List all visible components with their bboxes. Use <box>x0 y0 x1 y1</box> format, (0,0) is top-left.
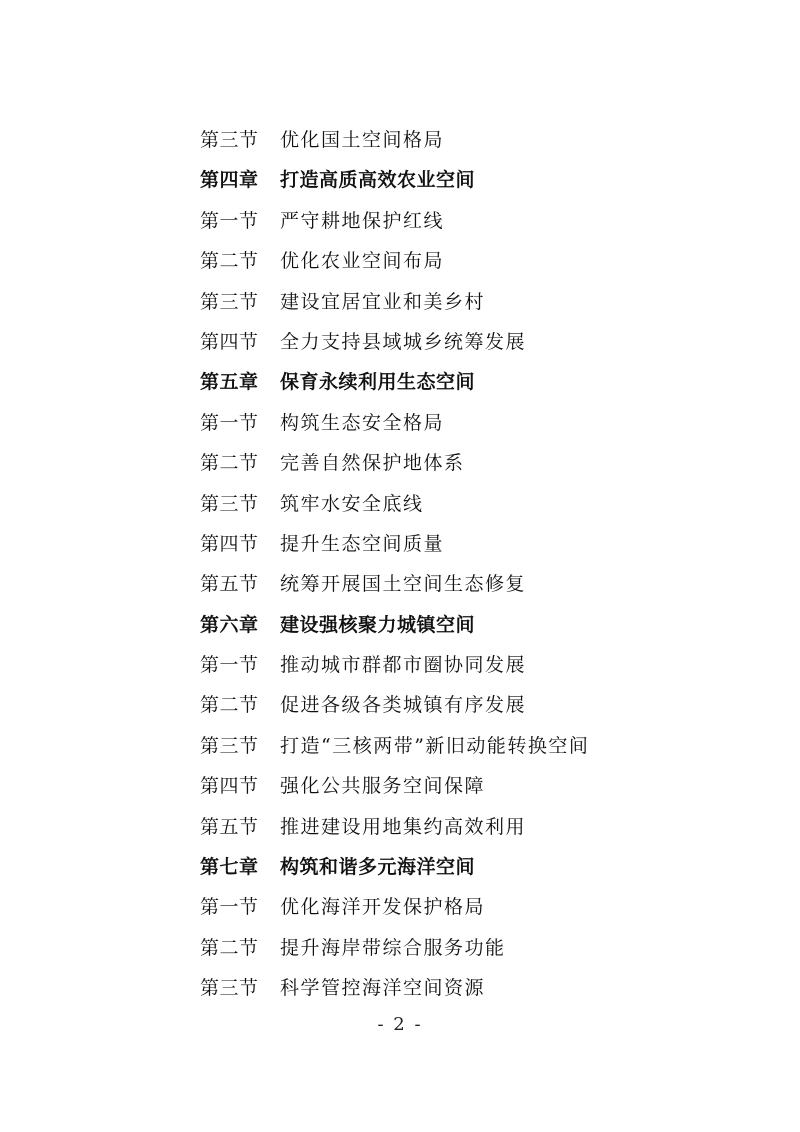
toc-section-entry <box>200 968 720 1008</box>
toc-section-entry <box>200 201 720 241</box>
section-label: 第四节 <box>200 532 259 555</box>
chapter-label: 第五章 <box>200 371 259 394</box>
section-title: 严守耕地保护红线 <box>280 209 445 232</box>
section-label: 第四节 <box>200 775 259 798</box>
toc-section-entry <box>200 766 720 806</box>
section-label: 第二节 <box>200 452 259 475</box>
toc-section-entry <box>200 887 720 927</box>
section-label: 第三节 <box>200 977 259 1000</box>
section-title: 提升海岸带综合服务功能 <box>280 936 506 959</box>
section-title: 促进各级各类城镇有序发展 <box>280 694 527 717</box>
toc-section-entry <box>200 645 720 685</box>
section-title: 优化国土空间格局 <box>280 129 445 151</box>
section-title: 推进建设用地集约高效利用 <box>280 815 527 838</box>
section-label: 第三节 <box>200 492 259 515</box>
toc-section-entry <box>200 928 720 968</box>
toc-chapter-entry <box>200 160 720 200</box>
section-title: 优化农业空间布局 <box>280 250 445 273</box>
chapter-label: 第四章 <box>200 169 259 192</box>
chapter-title: 建设强核聚力城镇空间 <box>280 613 476 636</box>
section-title: 优化海洋开发保护格局 <box>280 896 486 919</box>
toc-section-entry <box>200 564 720 604</box>
chapter-label: 第七章 <box>200 856 259 879</box>
section-title: 筑牢水安全底线 <box>280 492 424 515</box>
section-title: 建设宜居宜业和美乡村 <box>280 290 486 313</box>
section-label: 第一节 <box>200 896 259 919</box>
section-label: 第三节 <box>200 129 259 151</box>
section-title: 打造“三核两带”新旧动能转换空间 <box>280 734 590 757</box>
section-label: 第二节 <box>200 936 259 959</box>
chapter-title: 打造高质高效农业空间 <box>280 169 476 192</box>
toc-section-entry <box>200 282 720 322</box>
toc-section-entry <box>200 524 720 564</box>
section-label: 第一节 <box>200 209 259 232</box>
section-label: 第五节 <box>200 573 259 596</box>
toc-section-entry <box>200 726 720 766</box>
section-label: 第三节 <box>200 734 259 757</box>
toc-section-entry <box>200 403 720 443</box>
page-number: - 2 - <box>377 1014 423 1035</box>
toc-section-entry <box>200 120 720 160</box>
toc-section-entry <box>200 322 720 362</box>
section-label: 第四节 <box>200 330 259 353</box>
section-title: 全力支持县域城乡统筹发展 <box>280 330 527 353</box>
section-title: 强化公共服务空间保障 <box>280 775 486 798</box>
toc-section-entry <box>200 484 720 524</box>
chapter-title: 构筑和谐多元海洋空间 <box>280 856 476 879</box>
chapter-label: 第六章 <box>200 613 259 636</box>
toc-section-entry <box>200 685 720 725</box>
section-title: 完善自然保护地体系 <box>280 452 465 475</box>
toc-section-entry <box>200 241 720 281</box>
section-title: 推动城市群都市圈协同发展 <box>280 654 527 677</box>
section-label: 第五节 <box>200 815 259 838</box>
section-label: 第一节 <box>200 654 259 677</box>
section-title: 科学管控海洋空间资源 <box>280 977 486 1000</box>
section-title: 提升生态空间质量 <box>280 532 445 555</box>
section-title: 统筹开展国土空间生态修复 <box>280 573 527 596</box>
toc-chapter-entry <box>200 605 720 645</box>
toc-section-entry <box>200 443 720 483</box>
toc-section-entry <box>200 807 720 847</box>
table-of-contents <box>200 120 720 1009</box>
toc-chapter-entry <box>200 362 720 402</box>
section-title: 构筑生态安全格局 <box>280 411 445 434</box>
section-label: 第二节 <box>200 694 259 717</box>
section-label: 第三节 <box>200 290 259 313</box>
chapter-title: 保育永续利用生态空间 <box>280 371 476 394</box>
section-label: 第二节 <box>200 250 259 273</box>
toc-chapter-entry <box>200 847 720 887</box>
section-label: 第一节 <box>200 411 259 434</box>
